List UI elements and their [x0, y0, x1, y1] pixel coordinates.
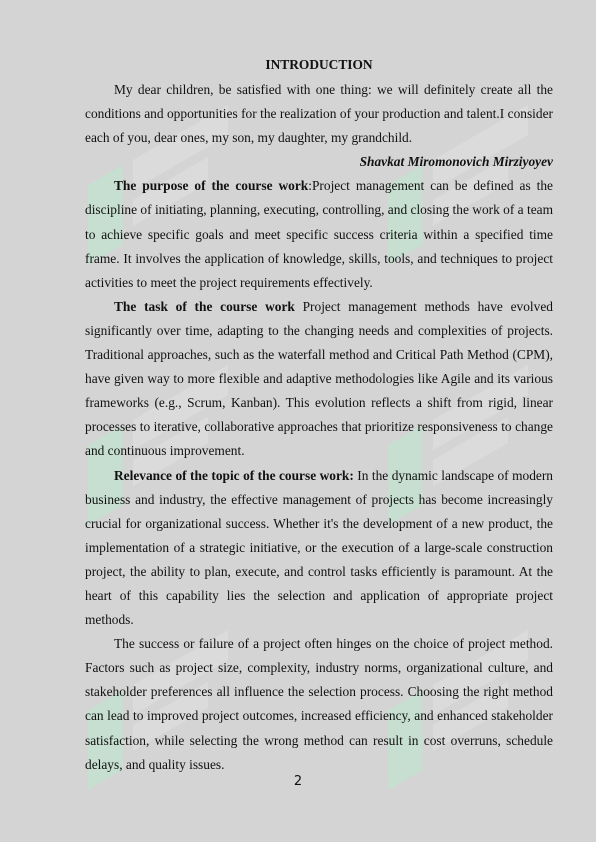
document-body	[85, 52, 553, 777]
relevance-text: In the dynamic landscape of modern business and industry, the effective management of projects has become increasingly crucial for organizational success. Whether it's the development of a new product, the implementation of a strategic initiative, or the execution of a large-scale construction project, the ability to plan, execute, and control tasks efficiently is paramount. At the heart of this capability lies the selection and application of appropriate project methods.	[85, 467, 553, 628]
document-title: INTRODUCTION	[265, 57, 373, 72]
purpose-label: The purpose of the course work	[114, 178, 309, 194]
page-number: 2	[293, 774, 303, 789]
task-text: Project management methods have evolved significantly over time, adapting to the changing needs and complexities of projects. Traditional approaches, such as the waterfall method and Critical Path Method (CPM), have given way to more flexible and adaptive methodologies like Agile and its various frameworks (e.g., Scrum, Kanban). This evolution reflects a shift from rigid, linear processes to iterative, collaborative approaches that prioritize responsiveness to change and continuous improvement.	[85, 298, 553, 459]
purpose-paragraph	[85, 174, 553, 294]
relevance-label: Relevance of the topic of the course work:	[114, 467, 354, 483]
relevance-paragraph	[85, 464, 553, 633]
purpose-text: :Project management can be defined as the discipline of initiating, planning, executing, controlling, and closing the work of a team to achieve specific goals and meet specific success criteria within a specified time frame. It involves the application of knowledge, skills, tools, and techniques to project activities to meet the project requirements effectively.	[85, 178, 553, 290]
epigraph-paragraph: My dear children, be satisfied with one thing: we will definitely create all the conditions and opportunities for the realization of your production and talent.I consider each of you, dear ones, my son, my daughter, my grandchild.	[85, 82, 553, 146]
task-paragraph	[85, 295, 553, 464]
closing-paragraph: The success or failure of a project often hinges on the choice of project method. Factors such as project size, complexity, industry norms, organizational culture, and stakeholder preferences all influence the selection process. Choosing the right method can lead to improved project outcomes, increased efficiency, and enhanced stakeholder satisfaction, while selecting the wrong method can result in cost overruns, schedule delays, and quality issues.	[85, 636, 553, 772]
task-label: The task of the course work	[114, 298, 295, 314]
epigraph-signature: Shavkat Miromonovich Mirziyoyev	[359, 154, 553, 170]
